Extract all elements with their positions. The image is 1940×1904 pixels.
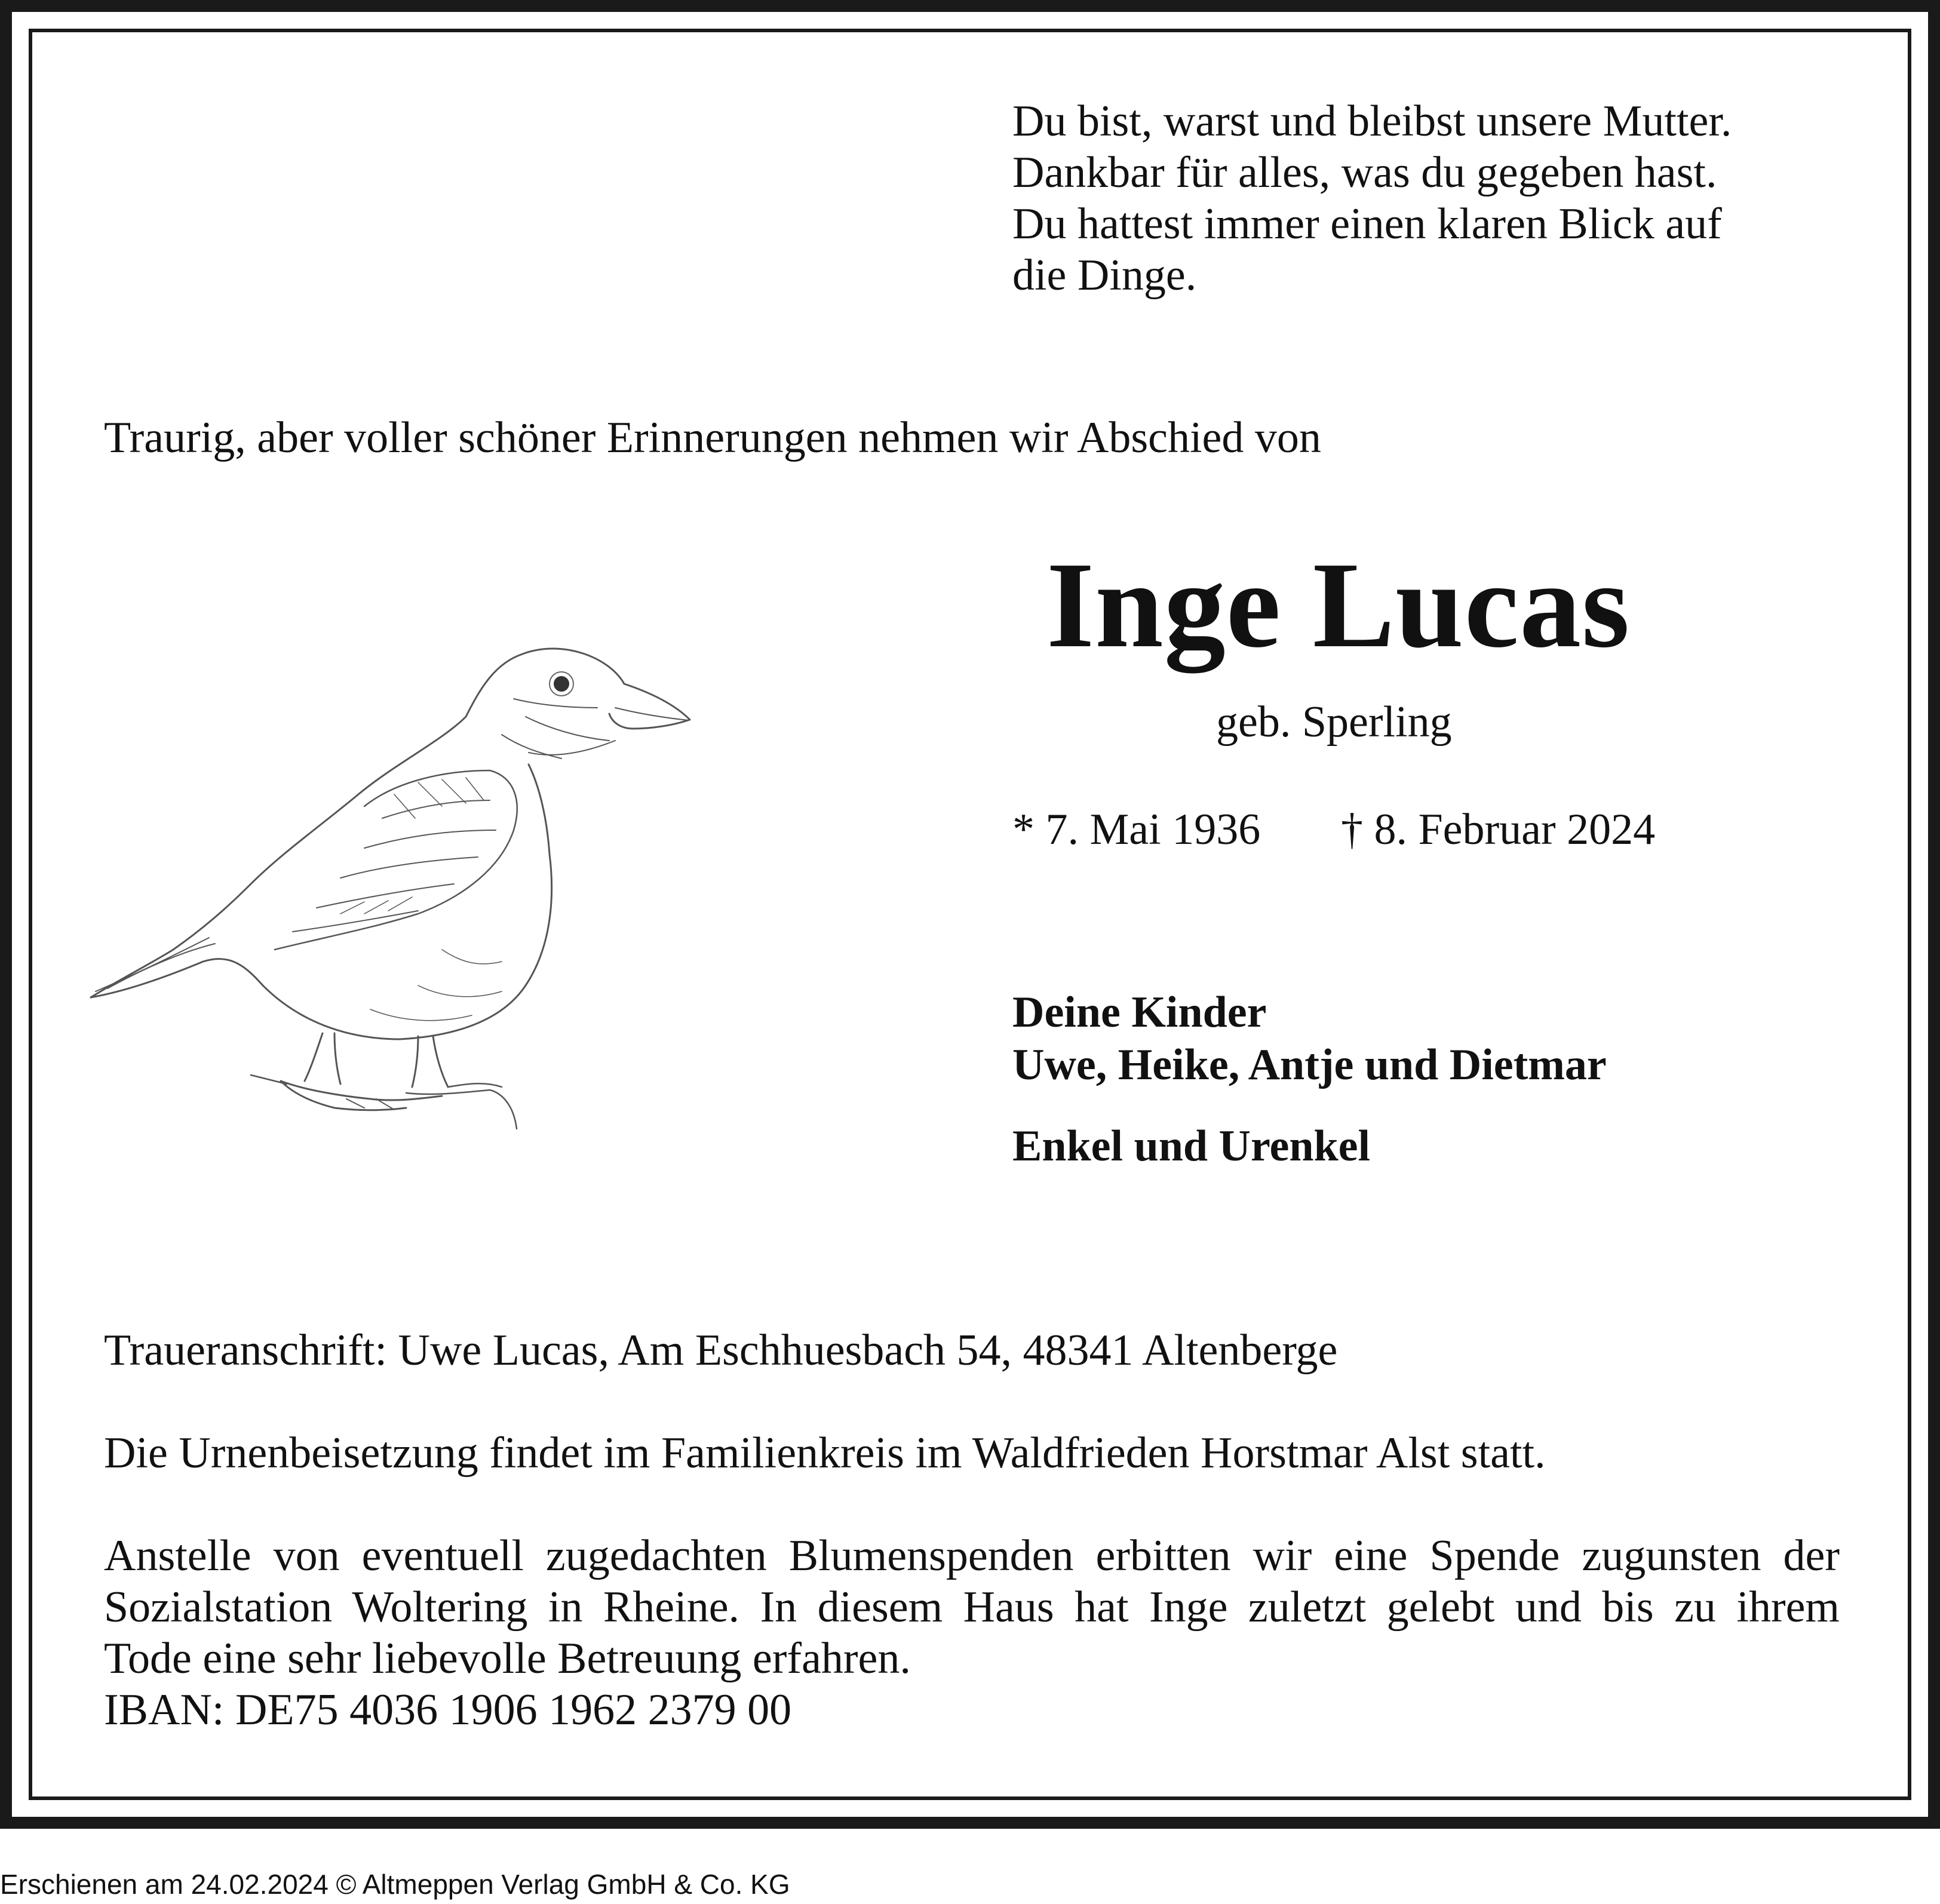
iban-line: IBAN: DE75 4036 1906 1962 2379 00 — [104, 1685, 792, 1734]
family-children-names: Uwe, Heike, Antje und Dietmar — [1012, 1040, 1607, 1089]
intro-text: Traurig, aber voller schöner Erinnerungen nehmen wir Abschied von — [104, 413, 1321, 462]
deceased-name: Inge Lucas — [1046, 536, 1631, 673]
verse-line: Du hattest immer einen klaren Blick auf — [1012, 199, 1722, 248]
donation-line: Anstelle von eventuell zugedachten Blumenspenden erbitten wir eine Spende zugunsten der — [104, 1531, 1840, 1580]
sparrow-icon — [84, 603, 812, 1165]
verse-line: die Dinge. — [1012, 251, 1197, 300]
donation-line: Tode eine sehr liebevolle Betreuung erfahren. — [104, 1634, 911, 1683]
donation-line: Sozialstation Woltering in Rheine. In diesem Haus hat Inge zuletzt gelebt und bis zu ihrem — [104, 1583, 1840, 1632]
verse-line: Du bist, warst und bleibst unsere Mutter. — [1012, 97, 1732, 146]
family-children-heading: Deine Kinder — [1012, 988, 1267, 1037]
mourning-address: Traueranschrift: Uwe Lucas, Am Eschhuesbach 54, 48341 Altenberge — [104, 1326, 1338, 1375]
death-date: † 8. Februar 2024 — [1341, 805, 1656, 854]
verse-line: Dankbar für alles, was du gegeben hast. — [1012, 148, 1717, 197]
donation-request — [104, 1530, 1840, 1736]
family-grandchildren: Enkel und Urenkel — [1012, 1122, 1371, 1171]
maiden-name: geb. Sperling — [1216, 698, 1452, 747]
publication-footer: Erschienen am 24.02.2024 © Altmeppen Verlag GmbH & Co. KG — [0, 1869, 790, 1900]
burial-notice: Die Urnenbeisetzung findet im Familienkreis im Waldfrieden Horstmar Alst statt. — [104, 1429, 1546, 1478]
memorial-verse — [1012, 96, 1732, 301]
birth-date: * 7. Mai 1936 — [1012, 805, 1261, 854]
